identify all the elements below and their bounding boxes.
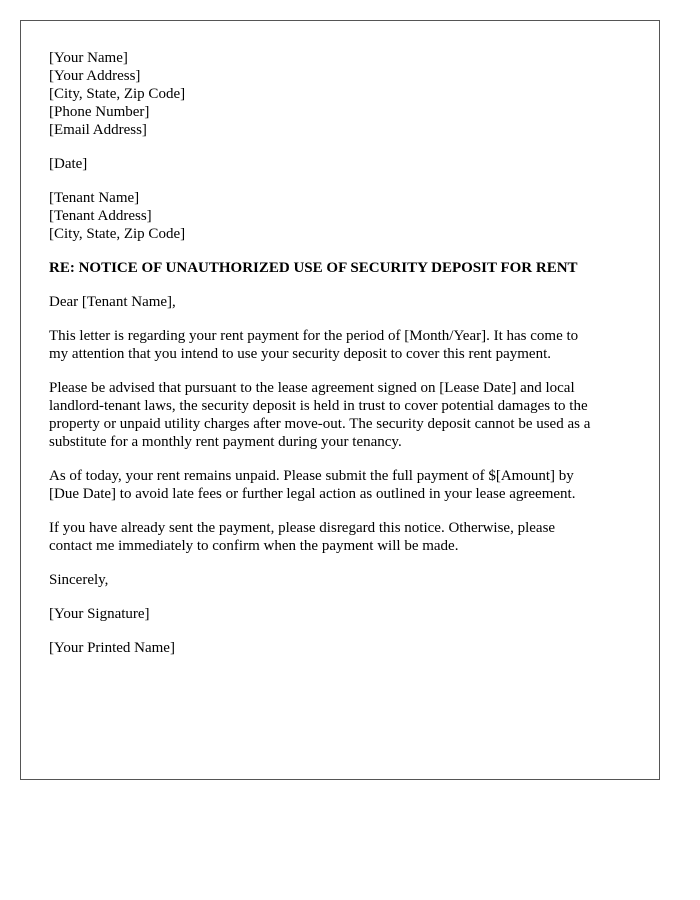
body-line: This letter is regarding your rent payment for the period of [Month/Year]. It has come to (49, 328, 579, 344)
sender-address: [Your Address] (49, 68, 141, 84)
body-line: property or unpaid utility charges after move-out. The security deposit cannot be used as a (49, 416, 591, 432)
salutation-block (49, 293, 639, 311)
signature: [Your Signature] (49, 606, 150, 622)
body-line: my attention that you intend to use your security deposit to cover this rent payment. (49, 346, 551, 362)
printed-name-block (49, 639, 639, 657)
recipient-block (49, 189, 639, 243)
salutation: Dear [Tenant Name], (49, 294, 176, 310)
sender-city-state-zip: [City, State, Zip Code] (49, 86, 186, 102)
body-line: substitute for a monthly rent payment during your tenancy. (49, 434, 402, 450)
printed-name: [Your Printed Name] (49, 640, 175, 656)
recipient-name: [Tenant Name] (49, 190, 140, 206)
recipient-address: [Tenant Address] (49, 208, 152, 224)
sender-block (49, 49, 639, 139)
sender-email: [Email Address] (49, 122, 147, 138)
body-line: Please be advised that pursuant to the lease agreement signed on [Lease Date] and local (49, 380, 575, 396)
body-line: [Due Date] to avoid late fees or further legal action as outlined in your lease agreement. (49, 486, 576, 502)
closing: Sincerely, (49, 572, 109, 588)
subject-line: RE: NOTICE OF UNAUTHORIZED USE OF SECURITY DEPOSIT FOR RENT (49, 260, 578, 276)
letter-date: [Date] (49, 156, 88, 172)
body-paragraph-4 (49, 519, 639, 555)
body-line: landlord-tenant laws, the security deposit is held in trust to cover potential damages to the (49, 398, 588, 414)
sender-phone: [Phone Number] (49, 104, 150, 120)
body-paragraph-2 (49, 379, 639, 451)
recipient-city-state-zip: [City, State, Zip Code] (49, 226, 186, 242)
closing-block (49, 571, 639, 589)
body-paragraph-3 (49, 467, 639, 503)
body-line: contact me immediately to confirm when the payment will be made. (49, 538, 459, 554)
letter-page (20, 20, 660, 780)
body-line: As of today, your rent remains unpaid. Please submit the full payment of $[Amount] by (49, 468, 574, 484)
date-block (49, 155, 639, 173)
signature-block (49, 605, 639, 623)
sender-name: [Your Name] (49, 50, 128, 66)
body-paragraph-1 (49, 327, 639, 363)
body-line: If you have already sent the payment, please disregard this notice. Otherwise, please (49, 520, 556, 536)
letter-content (49, 49, 639, 673)
